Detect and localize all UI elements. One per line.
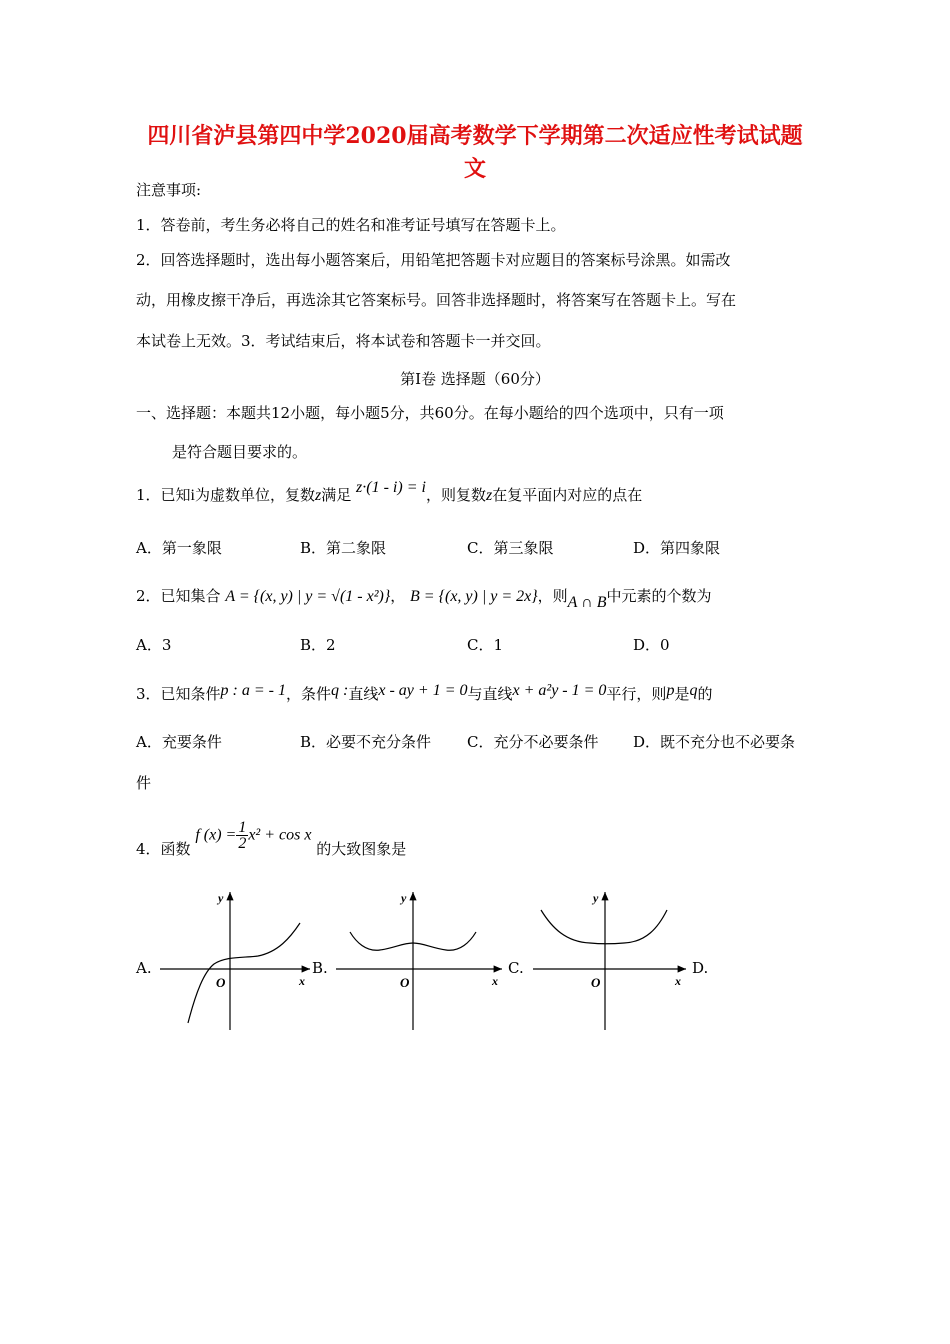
q3-q2: q	[689, 682, 698, 699]
q1-option-a: A．第一象限	[136, 539, 222, 557]
notice-item-2-line-2: 动，用橡皮擦干净后，再选涂其它答案标号。回答非选择题时，将答案写在答题卡上。写在	[136, 291, 737, 309]
q4-frac-num: 1	[238, 819, 247, 836]
q2-option-d: D．0	[633, 636, 670, 654]
graph-b-origin: O	[400, 975, 410, 990]
q3-p: p : a = - 1	[220, 682, 286, 699]
page-title	[100, 120, 850, 186]
title-line-2: 文	[463, 156, 486, 182]
q1-tail: 在复平面内对应的点在	[492, 486, 643, 504]
q4-label-d: D.	[692, 959, 709, 977]
q1-option-b: B．第二象限	[300, 539, 387, 557]
graph-b-x-label: x	[492, 974, 498, 988]
notice-item-2-line-3: 本试卷上无效。3．考试结束后，将本试卷和答题卡一并交回。	[136, 332, 551, 350]
notice-heading: 注意事项:	[136, 181, 202, 199]
q3-line2: 与直线	[467, 685, 513, 703]
q3-option-c: C．充分不必要条件	[467, 733, 599, 751]
graph-a-x-label: x	[299, 974, 305, 988]
q4-label-a: A.	[136, 959, 152, 977]
q4-label-c: C.	[508, 959, 524, 977]
q3-prefix: 3．已知条件	[136, 685, 221, 703]
q4-fx: f (x) =	[195, 826, 237, 844]
q3-line1: 直线	[348, 685, 379, 703]
graph-b-y-label: y	[401, 891, 407, 905]
graph-c	[533, 891, 686, 1030]
graph-c-origin: O	[591, 975, 601, 990]
q2-intersect: A ∩ B	[567, 594, 607, 611]
q2-tail: 中元素的个数为	[606, 587, 712, 605]
q3-cond: ，条件	[286, 685, 332, 703]
q1-z: z	[315, 487, 322, 504]
q2-comma: ，	[390, 587, 406, 605]
q4-frac-den: 2	[238, 835, 247, 852]
q3-eq1: x - ay + 1 = 0	[378, 682, 468, 699]
q2-prefix: 2．已知集合	[136, 587, 221, 605]
q4-rest: x² + cos x	[248, 826, 312, 844]
q1-rest: ，则复数	[425, 486, 486, 504]
q3-is: 是	[674, 685, 690, 703]
graph-b	[336, 891, 502, 1030]
question-4	[136, 819, 407, 858]
q1-i: i	[190, 487, 195, 504]
q2-option-a: A．3	[136, 636, 172, 654]
q3-option-d: D．既不充分也不必要条	[633, 733, 796, 751]
graph-c-x-label: x	[675, 974, 681, 988]
graph-a-curve	[188, 923, 300, 1023]
graph-a-origin: O	[216, 975, 226, 990]
question-2	[136, 586, 712, 611]
q4-prefix: 4．函数	[136, 839, 191, 858]
q3-eq2: x + a²y - 1 = 0	[512, 682, 607, 699]
graph-a-y-label: y	[218, 891, 224, 905]
q1-formula: z·(1 - i) = i	[356, 479, 426, 496]
q1-prefix: 1．已知	[136, 486, 191, 504]
q1-mid: 为虚数单位，复数	[195, 486, 316, 504]
q4-graphs	[0, 880, 950, 1040]
q1-z2: z	[485, 487, 493, 504]
notice-item-1: 1．答卷前，考生务必将自己的姓名和准考证号填写在答题卡上。	[136, 216, 566, 234]
q4-label-b: B.	[312, 959, 328, 977]
q2-option-b: B．2	[300, 636, 336, 654]
title-line-1: 四川省泸县第四中学2020届高考数学下学期第二次适应性考试试题	[147, 123, 803, 149]
q4-tail: 的大致图象是	[316, 839, 407, 858]
q3-q: q :	[331, 682, 349, 699]
question-1	[136, 479, 643, 506]
q3-option-a: A．充要条件	[136, 733, 222, 751]
q2-option-c: C．1	[467, 636, 504, 654]
part1-line-2: 是符合题目要求的。	[172, 443, 308, 461]
q3-de: 的	[697, 685, 713, 703]
part1-line-1: 一、选择题：本题共12小题，每小题5分，共60分。在每小题给的四个选项中，只有一项	[136, 404, 724, 422]
q1-satisfy: 满足	[321, 486, 352, 504]
q3-parallel: 平行，则	[606, 685, 667, 703]
q4-fraction	[236, 820, 248, 851]
q2-set-b: B = {(x, y) | y = 2x}	[410, 588, 538, 605]
q2-then: ，则	[537, 587, 568, 605]
q2-set-a: A = {(x, y) | y = √(1 - x²)}	[225, 588, 391, 605]
graph-c-curve	[541, 910, 667, 944]
q3-option-b: B．必要不充分条件	[300, 733, 432, 751]
graph-a	[160, 891, 310, 1030]
q1-option-d: D．第四象限	[633, 539, 721, 557]
q3-option-d-wrap: 件	[136, 774, 152, 792]
q1-option-c: C．第三象限	[467, 539, 554, 557]
notice-item-2-line-1: 2．回答选择题时，选出每小题答案后，用铅笔把答题卡对应题目的答案标号涂黑。如需改	[136, 251, 731, 269]
question-3	[136, 684, 712, 705]
graph-c-y-label: y	[593, 891, 599, 905]
q3-p2: p	[666, 682, 675, 699]
section-title: 第I卷 选择题（60分）	[400, 370, 550, 388]
